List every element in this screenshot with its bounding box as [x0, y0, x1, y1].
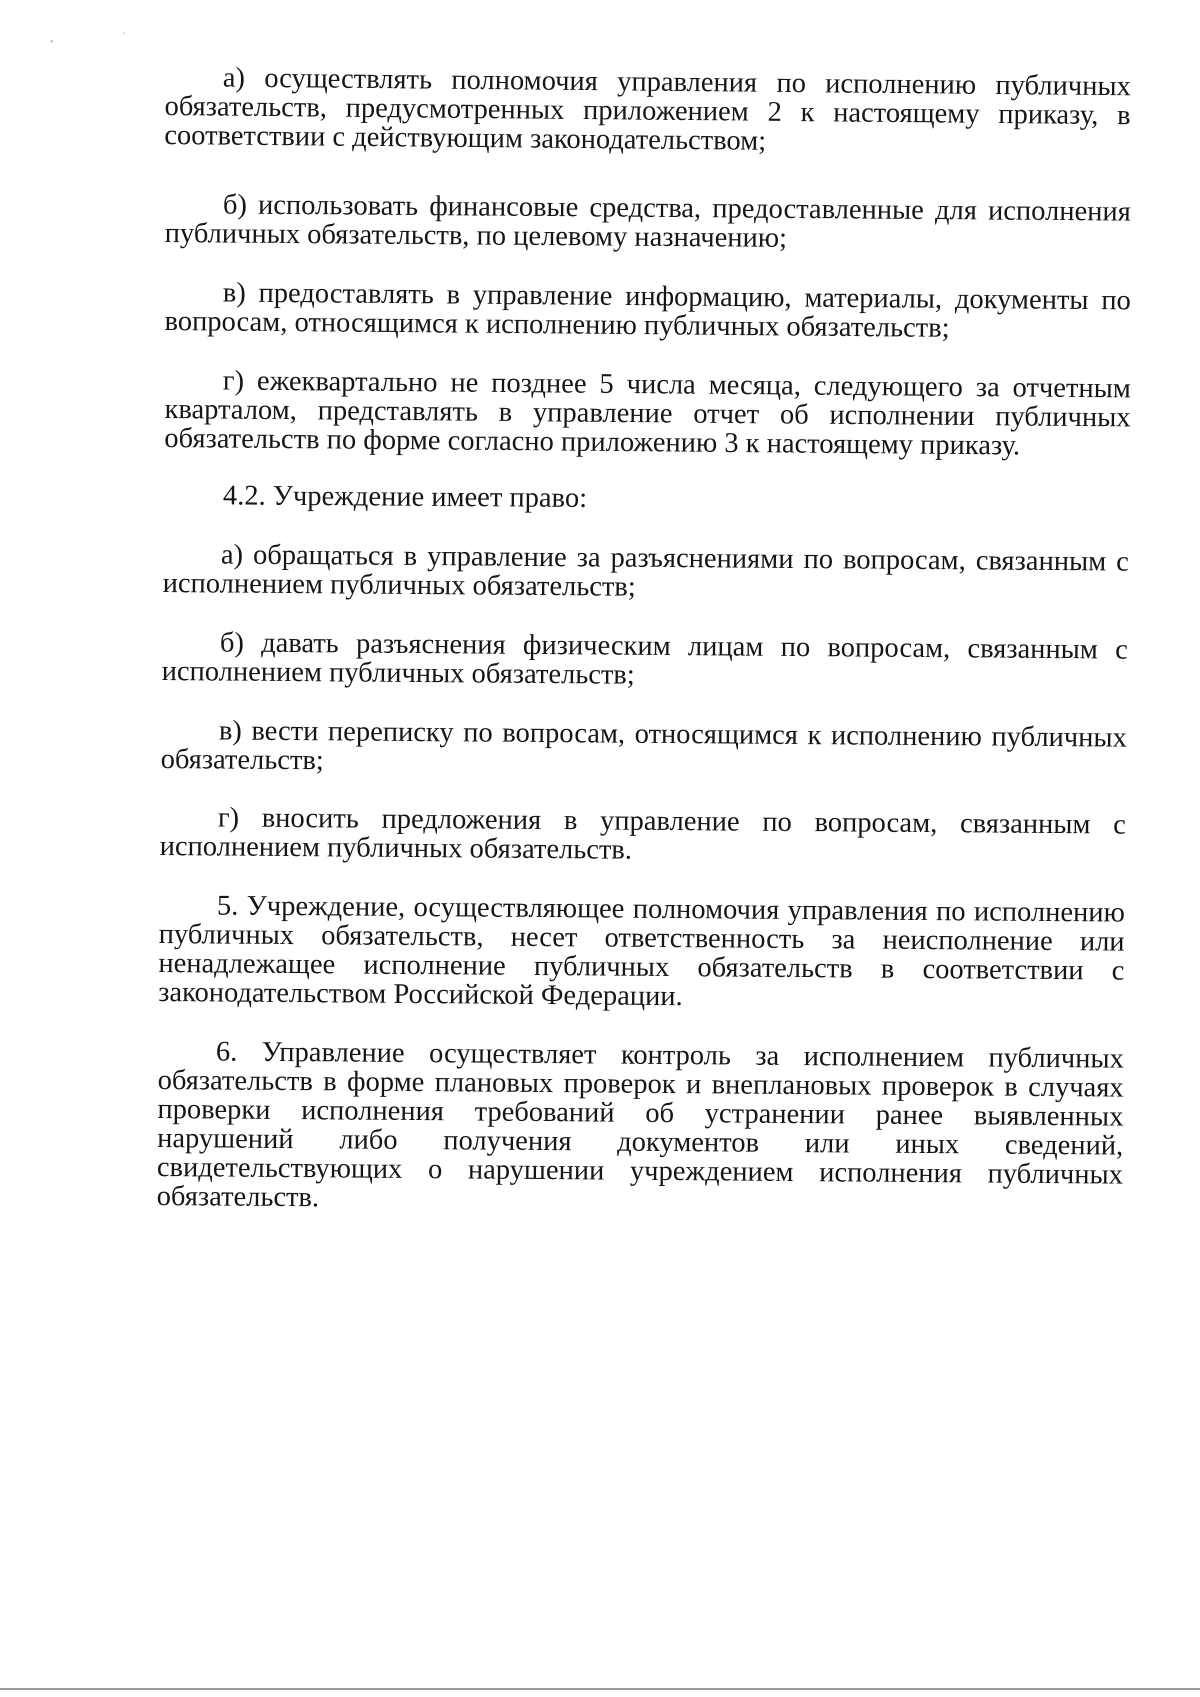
paragraph-text: 4.2. Учреждение имеет право:	[222, 480, 588, 514]
paragraph-4-1-b	[165, 190, 1131, 256]
paragraph-text: в) предоставлять в управление информацию, материалы, документы по вопросам, относящимся к исполнению публичных обязательств;	[164, 277, 1131, 344]
paragraph-text: г) ежеквартально не позднее 5 числа месяца, следующего за отчетным кварталом, представлять в управление отчет об исполнении публичных обязательств по форме согласно приложению 3 к настоящему приказу.	[164, 365, 1131, 462]
paragraph-text: а) обращаться в управление за разъяснениями по вопросам, связанным с исполнением публичных обязательств;	[162, 539, 1129, 603]
scan-bottom-edge	[0, 1688, 1200, 1690]
paragraph-text: б) использовать финансовые средства, предоставленные для исполнения публичных обязательств, по целевому назначению;	[164, 189, 1131, 254]
paragraph-4-2-g	[160, 803, 1126, 869]
paragraph-5	[158, 891, 1125, 1015]
paragraph-4-1-a	[164, 63, 1131, 159]
paragraph-4-2-b	[162, 628, 1128, 694]
paragraph-text: г) вносить предложения в управление по вопросам, связанным с исполнением публичных обязательств.	[159, 802, 1126, 866]
paragraph-text: б) давать разъяснения физическим лицам по вопросам, связанным с исполнением публичных обязательств;	[161, 627, 1128, 691]
paragraph-6	[157, 1037, 1124, 1219]
paragraph-4-2-v	[161, 716, 1127, 782]
paragraph-text: 5. Учреждение, осуществляющее полномочия управления по исполнению публичных обязательств, несет ответственность за неисполнение или ненадлежащее исполнение публичных обязательств в соответствии с законодательством Российской Федерации.	[158, 890, 1125, 1013]
paragraph-4-1-v	[164, 278, 1130, 344]
paragraph-text: а) осуществлять полномочия управления по исполнению публичных обязательств, предусмотренных приложением 2 к настоящему приказу, в соответствии с действующим законодательством;	[164, 62, 1131, 157]
paragraph-4-2-a	[163, 540, 1129, 606]
paragraph-text: в) вести переписку по вопросам, относящимся к исполнению публичных обязательств;	[160, 715, 1127, 777]
scan-speck: ʼ	[122, 31, 126, 42]
scan-speck: •	[50, 37, 54, 48]
paragraph-text: 6. Управление осуществляет контроль за исполнением публичных обязательств в форме плановых проверок и внеплановых проверок в случаях проверки исполнения требований об устранении ранее выявленных нарушений либо получения документов или иных сведений, свидетельствующих о нарушении учреждением исполнения публичных обязательств.	[156, 1036, 1124, 1214]
section-heading-4-2	[165, 481, 1131, 517]
paragraph-4-1-g	[164, 366, 1131, 461]
